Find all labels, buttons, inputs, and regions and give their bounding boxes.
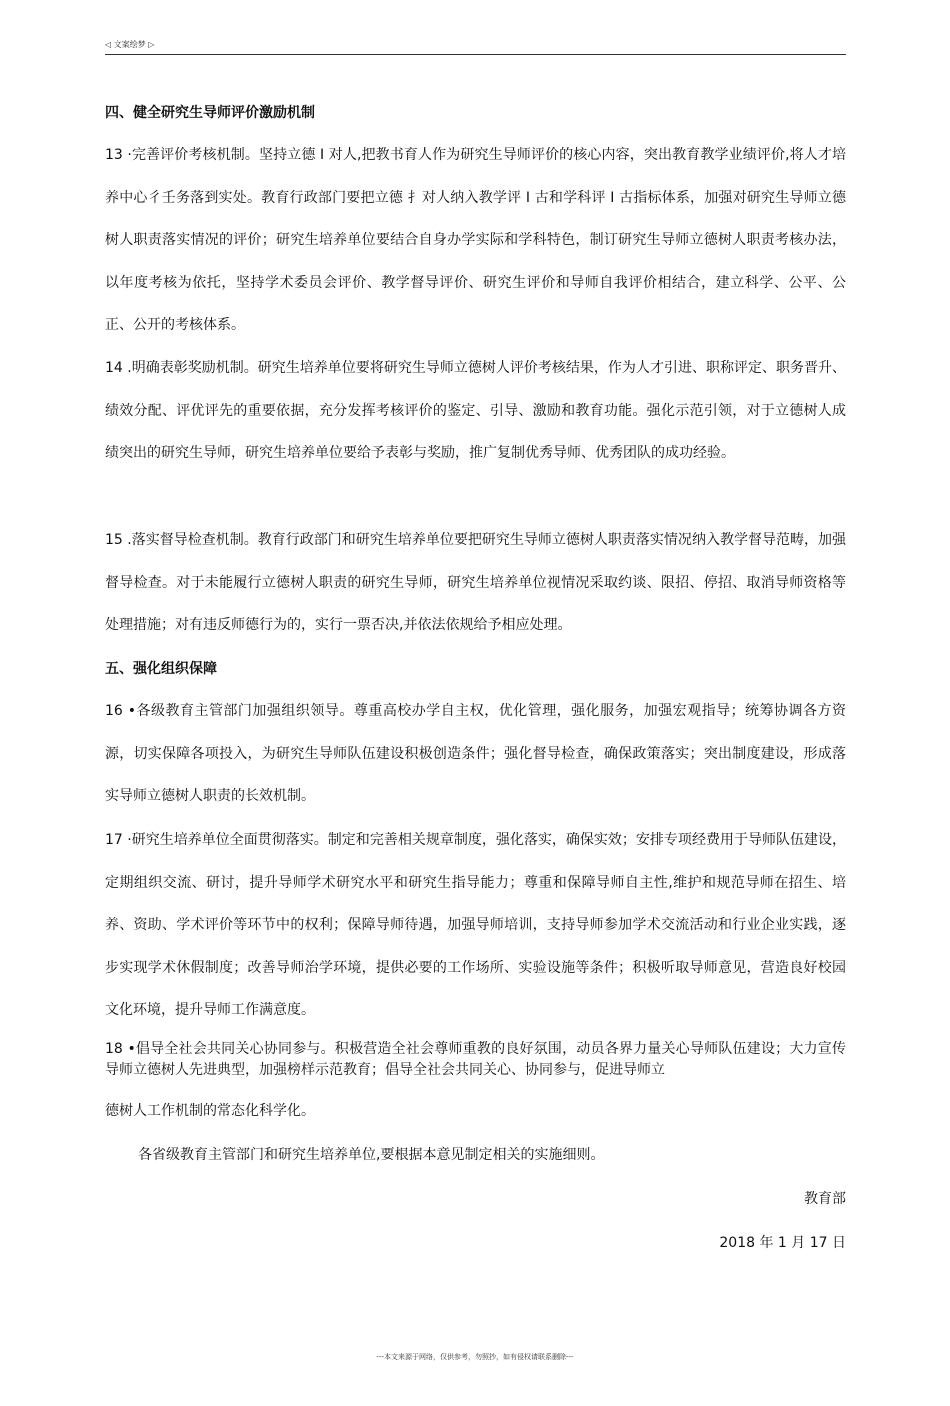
issue-date: 2018 年 1 月 17 日 bbox=[719, 1235, 846, 1251]
paragraph-16: 16 •各级教育主管部门加强组织领导。尊重高校办学自主权，优化管理，强化服务，加强宏观指导；统筹协调各方资源，切实保障各项投入，为研究生导师队伍建设积极创造条件；强化督导检查，确保政策落实；突出制度建设，形成落实导师立德树人职责的长效机制。 bbox=[105, 703, 846, 805]
header-mark: ◁ 文案绘梦 ▷ bbox=[105, 40, 155, 49]
footer-disclaimer: ---本文来源于网络，仅供参考，勿照抄，如有侵权请联系删除--- bbox=[376, 1353, 574, 1361]
issuer-name: 教育部 bbox=[804, 1191, 846, 1207]
section-heading-5: 五、强化组织保障 bbox=[105, 661, 217, 677]
section-heading-4: 四、健全研究生导师评价激励机制 bbox=[105, 105, 315, 121]
page-header bbox=[105, 40, 846, 55]
paragraph-15: 15 .落实督导检查机制。教育行政部门和研究生培养单位要把研究生导师立德树人职责落实情况纳入教学督导范畴，加强督导检查。对于未能履行立德树人职责的研究生导师，研究生培养单位视情况采取约谈、限招、停招、取消导师资格等处理措施；对有违反师德行为的，实行一票否决,并依法依规给予相应处理。 bbox=[105, 532, 846, 634]
paragraph-14: 14 .明确表彰奖励机制。研究生培养单位要将研究生导师立德树人评价考核结果，作为人才引进、职称评定、职务晋升、绩效分配、评优评先的重要依据，充分发挥考核评价的鉴定、引导、激励和教育功能。强化示范引领，对于立德树人成绩突出的研究生导师，研究生培养单位要给予表彰与奖励，推广复制优秀导师、优秀团队的成功经验。 bbox=[105, 360, 846, 462]
closing-instruction: 各省级教育主管部门和研究生培养单位,要根据本意见制定相关的实施细则。 bbox=[138, 1147, 605, 1163]
paragraph-18: 18 •倡导全社会共同关心协同参与。积极营造全社会尊师重教的良好氛围，动员各界力量关心导师队伍建设；大力宣传导师立德树人先进典型，加强榜样示范教育；倡导全社会共同关心、协同参与，促进导师立 bbox=[105, 1041, 846, 1078]
paragraph-13: 13 ·完善评价考核机制。坚持立德 I 对人,把教书育人作为研究生导师评价的核心内容，突出教育教学业绩评价,将人才培养中心彳壬务落到实处。教育行政部门要把立德 扌对人纳入教学评 I 古和学科评 I 古指标体系，加强对研究生导师立德树人职责落实情况的评价；研究生培养单位要结合自身办学实际和学科特色，制订研究生导师立德树人职责考核办法，以年度考核为依托，坚持学术委员会评价、教学督导评价、研究生评价和导师自我评价相结合，建立科学、公平、公正、公开的考核体系。 bbox=[105, 147, 846, 334]
paragraph-18-continued: 德树人工作机制的常态化科学化。 bbox=[105, 1103, 315, 1119]
paragraph-17: 17 ·研究生培养单位全面贯彻落实。制定和完善相关规章制度，强化落实，确保实效；安排专项经费用于导师队伍建设，定期组织交流、研讨，提升导师学术研究水平和研究生指导能力；尊重和保障导师自主性,维护和规范导师在招生、培养、资助、学术评价等环节中的权利；保障导师待遇，加强导师培训，支持导师参加学术交流活动和行业企业实践，逐步实现学术休假制度；改善导师治学环境，提供必要的工作场所、实验设施等条件；积极听取导师意见，营造良好校园文化环境，提升导师工作满意度。 bbox=[105, 832, 846, 1019]
